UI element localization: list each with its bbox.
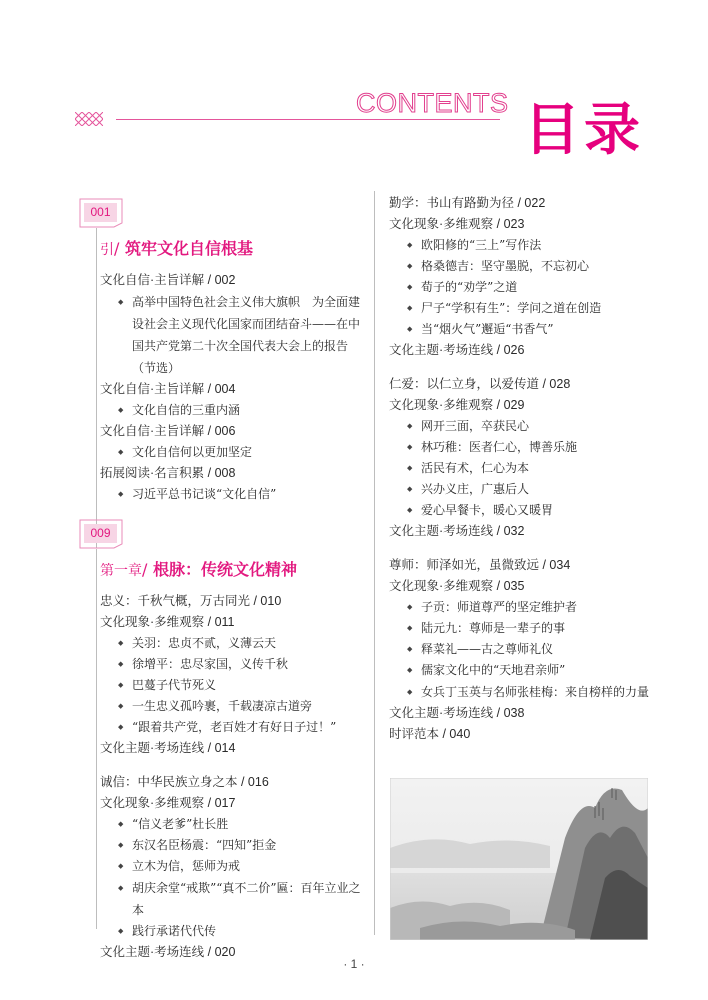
- toc-item[interactable]: ◆ 活民有术，仁心为本: [407, 458, 659, 479]
- section-title: [100, 557, 376, 580]
- toc-item[interactable]: ◆ 格桑德吉：坚守墨脱，不忘初心: [407, 256, 659, 277]
- spacer: [389, 542, 659, 555]
- section-vertical-rule: [96, 228, 97, 548]
- toc-item[interactable]: ◆ 林巧稚：医者仁心，博善乐施: [407, 437, 659, 458]
- section-title: [100, 236, 376, 259]
- header-rule: [116, 119, 500, 120]
- toc-entry[interactable]: 文化主题·考场连线 / 014: [100, 741, 236, 755]
- toc-item[interactable]: ◆ 释菜礼——古之尊师礼仪: [407, 639, 659, 660]
- toc-entry[interactable]: 文化自信·主旨详解 / 002: [100, 273, 236, 287]
- toc-item[interactable]: ◆ 网开三面，卒获民心: [407, 416, 659, 437]
- toc-entry[interactable]: 文化自信·主旨详解 / 006: [100, 424, 236, 438]
- toc-item[interactable]: ◆ 女兵丁玉英与名师张桂梅：来自榜样的力量: [407, 681, 659, 703]
- landscape-painting-image: [390, 778, 648, 940]
- toc-entry[interactable]: 文化主题·考场连线 / 026: [389, 343, 525, 357]
- toc-item[interactable]: ◆ 一生忠义孤吟裹，千载凄凉古道旁: [118, 696, 376, 717]
- section-title-text: 筑牢文化自信根基: [124, 239, 253, 258]
- toc-item[interactable]: ◆ 文化自信的三重内涵: [118, 400, 376, 421]
- column-divider: [374, 191, 375, 935]
- toc-entry[interactable]: 文化主题·考场连线 / 038: [389, 706, 525, 720]
- toc-entry[interactable]: 仁爱：以仁立身，以爱传道 / 028: [389, 377, 571, 391]
- toc-entry[interactable]: 文化现象·多维观察 / 029: [389, 398, 525, 412]
- toc-right-column: [389, 193, 659, 745]
- toc-item[interactable]: ◆ 巴蔓子代节死义: [118, 675, 376, 696]
- toc-item[interactable]: ◆ 东汉名臣杨震：“四知”拒金: [118, 835, 376, 856]
- toc-item[interactable]: ◆ 立木为信，惩师为戒: [118, 856, 376, 877]
- toc-item[interactable]: ◆ 爱心早餐卡，暖心又暖胃: [407, 500, 659, 521]
- toc-entry[interactable]: 时评范本 / 040: [389, 727, 471, 741]
- toc-entry[interactable]: 尊师：师泽如光，虽微致远 / 034: [389, 558, 571, 572]
- section-badge: 009: [84, 524, 117, 543]
- toc-item[interactable]: ◆ 践行承诺代代传: [118, 921, 376, 942]
- toc-entry[interactable]: 诚信：中华民族立身之本 / 016: [100, 775, 269, 789]
- toc-item[interactable]: ◆ “跟着共产党，老百姓才有好日子过！”: [118, 717, 376, 738]
- toc-entry[interactable]: 文化主题·考场连线 / 020: [100, 945, 236, 959]
- toc-item[interactable]: ◆ 当“烟火气”邂逅“书香气”: [407, 319, 659, 340]
- section-badge: 001: [84, 203, 117, 222]
- toc-item[interactable]: ◆ 兴办义庄，广惠后人: [407, 479, 659, 500]
- spacer: [76, 505, 376, 518]
- toc-item[interactable]: ◆ 荀子的“劝学”之道: [407, 277, 659, 298]
- toc-left-column: [76, 197, 376, 963]
- spacer: [76, 759, 376, 772]
- toc-entry[interactable]: 文化现象·多维观察 / 017: [100, 796, 236, 810]
- toc-entry[interactable]: 拓展阅读·名言积累 / 008: [100, 466, 236, 480]
- section-prefix: 引: [100, 242, 114, 258]
- section-vertical-rule: [96, 549, 97, 929]
- toc-entry[interactable]: 文化自信·主旨详解 / 004: [100, 382, 236, 396]
- toc-item[interactable]: ◆ 胡庆余堂“戒欺”“真不二价”匾：百年立业之本: [118, 877, 364, 921]
- section-separator: /: [114, 239, 120, 258]
- page-number: · 1 ·: [343, 957, 365, 971]
- toc-item[interactable]: ◆ 习近平总书记谈“文化自信”: [118, 484, 376, 505]
- toc-item[interactable]: ◆ 儒家文化中的“天地君亲师”: [407, 660, 659, 681]
- toc-item[interactable]: ◆ “信义老爹”杜长胜: [118, 814, 376, 835]
- section-title-text: 根脉：传统文化精神: [152, 560, 297, 579]
- section-badge-row: [76, 518, 376, 554]
- section-prefix: 第一章: [100, 563, 142, 579]
- section-badge-row: [76, 197, 376, 233]
- toc-item[interactable]: ◆ 陆元九：尊师是一辈子的事: [407, 618, 659, 639]
- toc-entry[interactable]: 文化现象·多维观察 / 023: [389, 217, 525, 231]
- page-title: 目录: [524, 98, 644, 163]
- spacer: [389, 361, 659, 374]
- toc-entry[interactable]: 文化现象·多维观察 / 035: [389, 579, 525, 593]
- toc-entry[interactable]: 勤学：书山有路勤为径 / 022: [389, 196, 546, 210]
- section-separator: /: [142, 560, 148, 579]
- crosshatch-ornament-icon: [75, 112, 103, 126]
- toc-item[interactable]: ◆ 关羽：忠贞不贰，义薄云天: [118, 633, 376, 654]
- toc-item[interactable]: ◆ 高举中国特色社会主义伟大旗帜 为全面建设社会主义现代化国家而团结奋斗——在中国共产党第二十次全国代表大会上的报告（节选）: [118, 291, 364, 379]
- toc-entry[interactable]: 忠义：千秋气概，万古同光 / 010: [100, 594, 282, 608]
- contents-label: CONTENTS: [356, 88, 509, 118]
- toc-item[interactable]: ◆ 文化自信何以更加坚定: [118, 442, 376, 463]
- toc-item[interactable]: ◆ 欧阳修的“三上”写作法: [407, 235, 659, 256]
- toc-item[interactable]: ◆ 子贡：师道尊严的坚定维护者: [407, 597, 659, 618]
- toc-entry[interactable]: 文化主题·考场连线 / 032: [389, 524, 525, 538]
- toc-item[interactable]: ◆ 尸子“学积有生”：学问之道在创造: [407, 298, 659, 319]
- toc-entry[interactable]: 文化现象·多维观察 / 011: [100, 615, 235, 629]
- toc-item[interactable]: ◆ 徐增平：忠尽家国，义传千秋: [118, 654, 376, 675]
